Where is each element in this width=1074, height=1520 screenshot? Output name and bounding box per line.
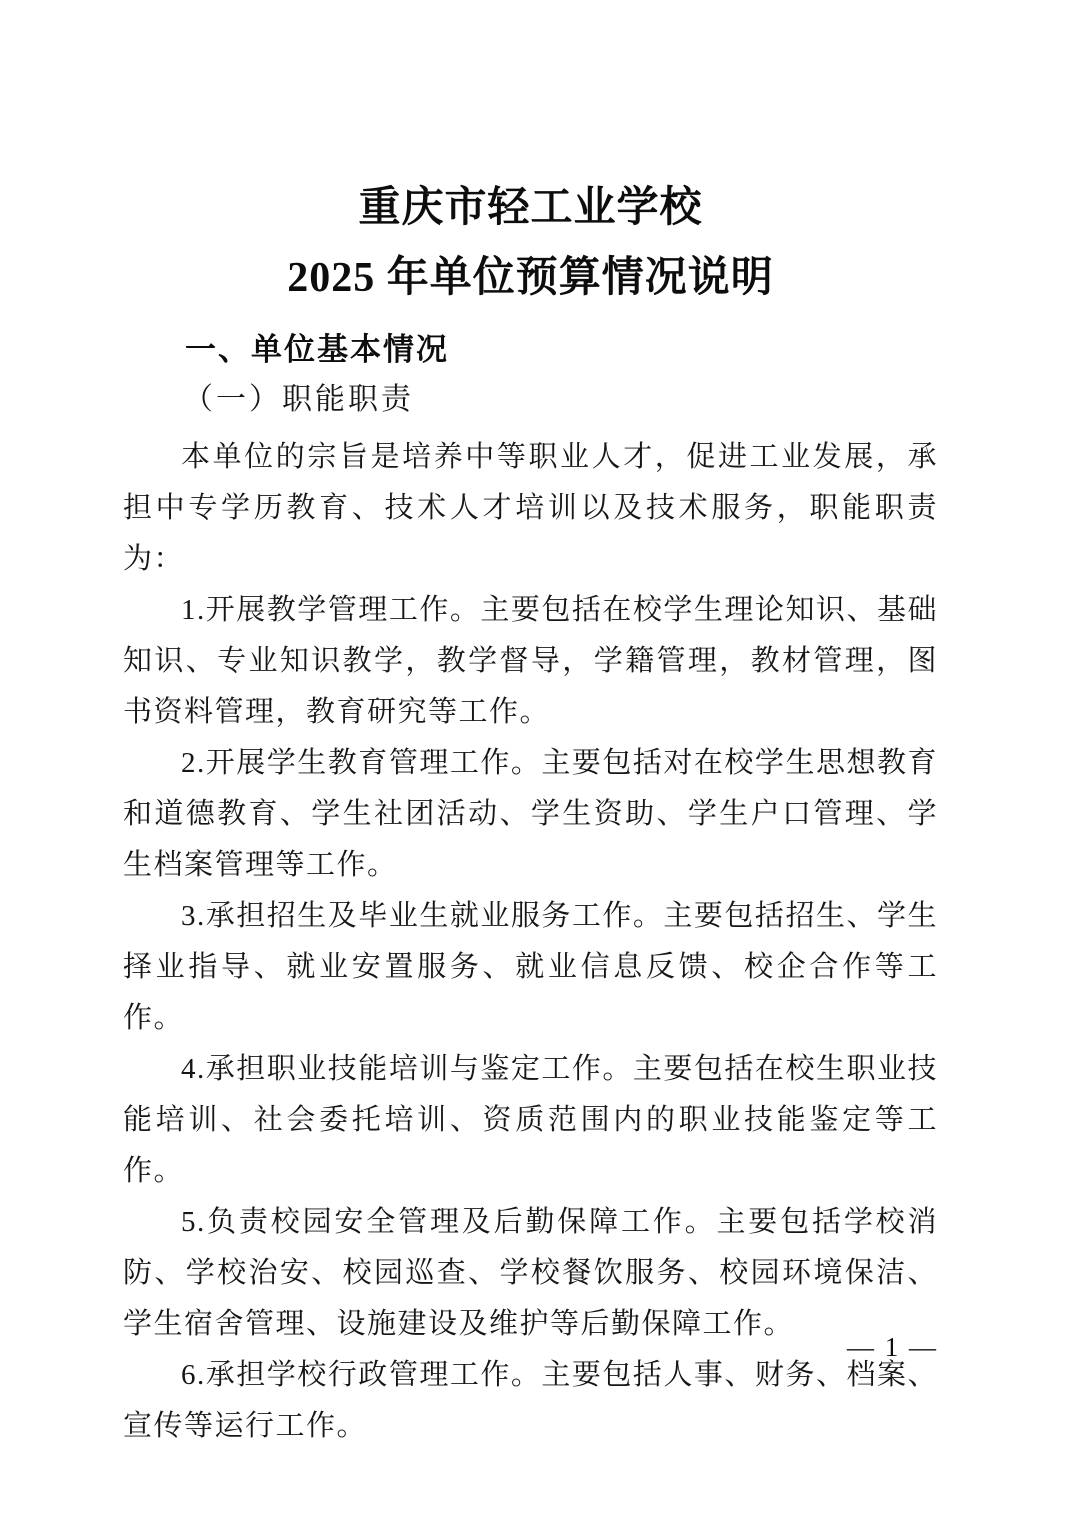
- paragraph-duty-3: 3.承担招生及毕业生就业服务工作。主要包括招生、学生择业指导、就业安置服务、就业信息反馈、校企合作等工作。: [123, 900, 938, 1034]
- document-title-line2: 2025 年单位预算情况说明: [287, 255, 774, 301]
- paragraph-duty-1: 1.开展教学管理工作。主要包括在校学生理论知识、基础知识、专业知识教学，教学督导，学籍管理，教材管理，图书资料管理，教育研究等工作。: [123, 594, 938, 728]
- document-title-line1: 重庆市轻工业学校: [358, 185, 703, 231]
- paragraph-duty-2: 2.开展学生教育管理工作。主要包括对在校学生思想教育和道德教育、学生社团活动、学生资助、学生户口管理、学生档案管理等工作。: [123, 747, 938, 881]
- subsection-heading-duties: （一）职能职责: [183, 383, 414, 416]
- paragraph-duty-5: 5.负责校园安全管理及后勤保障工作。主要包括学校消防、学校治安、校园巡查、学校餐饮服务、校园环境保洁、学生宿舍管理、设施建设及维护等后勤保障工作。: [123, 1206, 938, 1340]
- section-heading-basic-info: 一、单位基本情况: [185, 332, 449, 367]
- body-paragraphs: [123, 432, 938, 1452]
- document-content: [123, 0, 938, 1452]
- paragraph-duty-6: 6.承担学校行政管理工作。主要包括人事、财务、档案、宣传等运行工作。: [123, 1359, 938, 1442]
- paragraph-intro: 本单位的宗旨是培养中等职业人才，促进工业发展，承担中专学历教育、技术人才培训以及技术服务，职能职责为：: [123, 441, 938, 575]
- page-number: — 1 —: [847, 1332, 938, 1362]
- paragraph-duty-4: 4.承担职业技能培训与鉴定工作。主要包括在校生职业技能培训、社会委托培训、资质范围内的职业技能鉴定等工作。: [123, 1053, 938, 1187]
